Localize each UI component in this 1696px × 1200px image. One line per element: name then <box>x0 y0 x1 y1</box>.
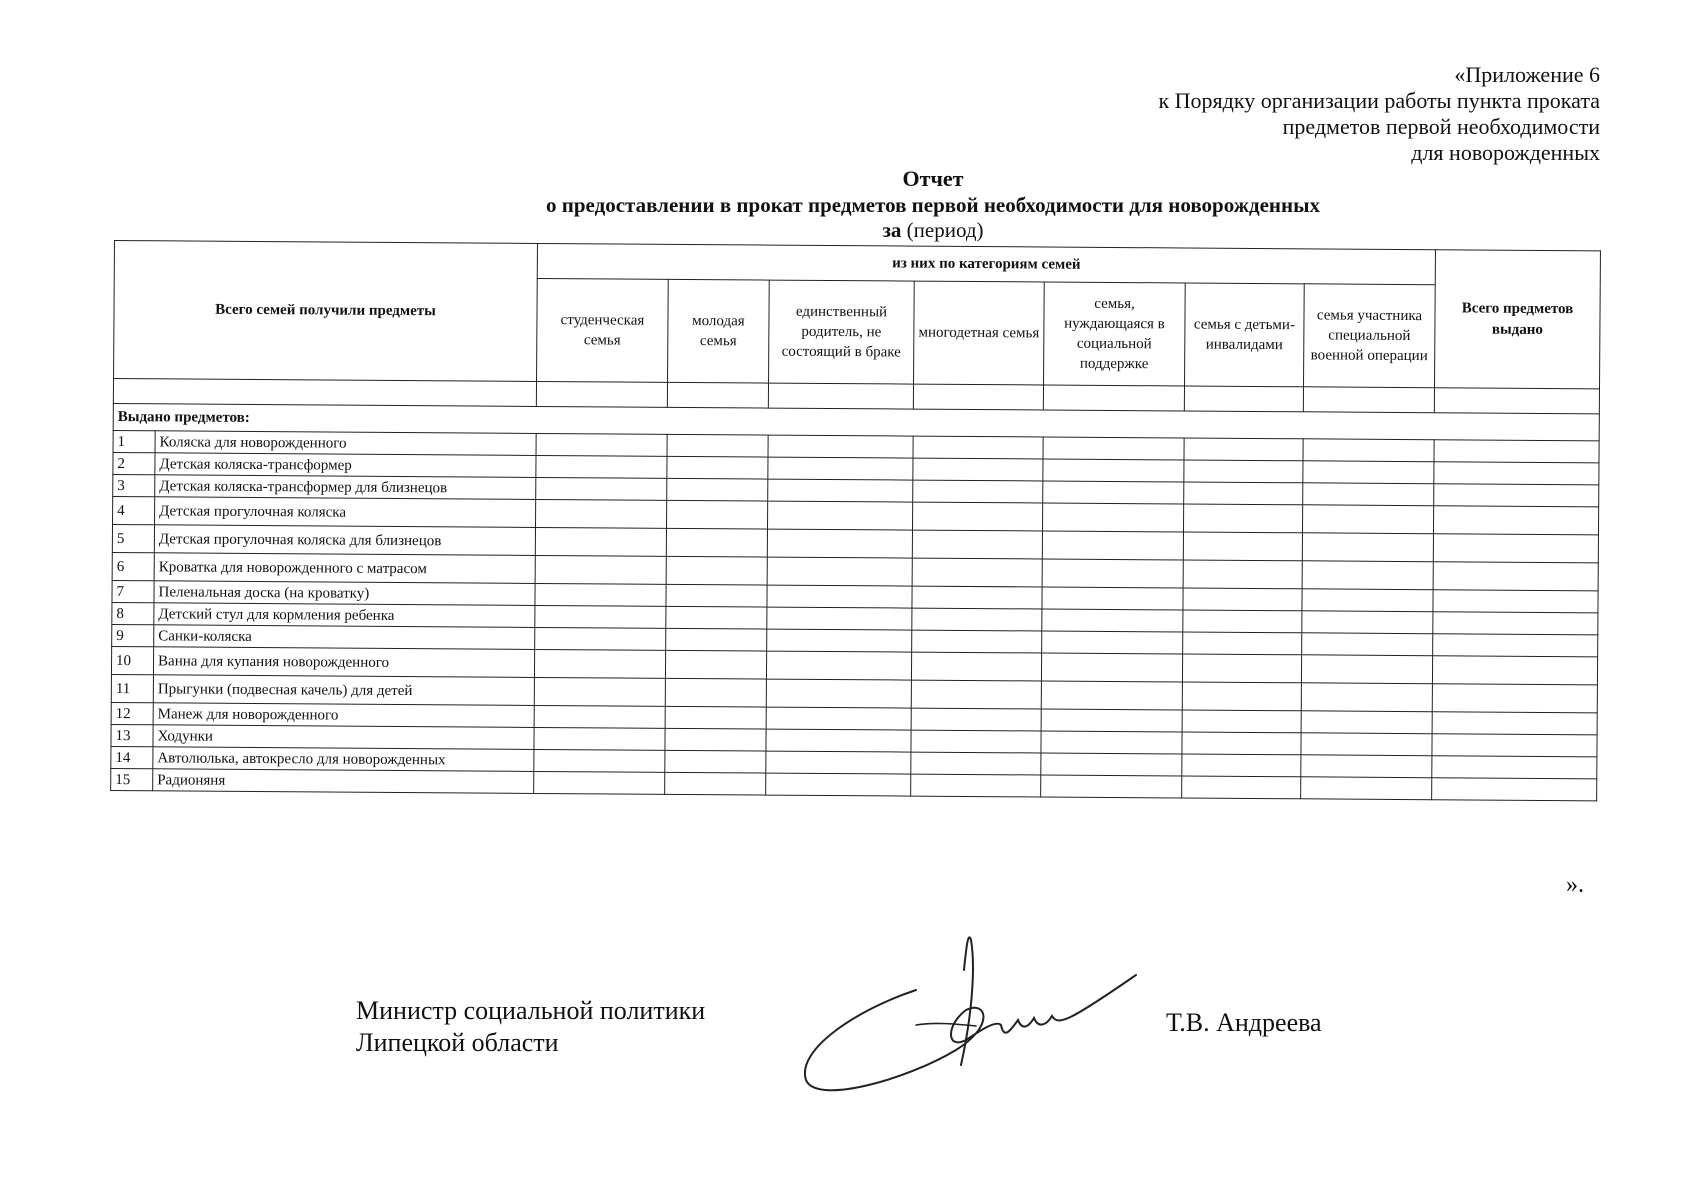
item-name: Автолюлька, автокресло для новорожденных <box>153 747 534 772</box>
input-cell[interactable] <box>535 555 666 584</box>
input-cell[interactable] <box>536 477 667 500</box>
period-prefix: за <box>882 218 902 242</box>
signatory-position <box>356 995 705 1059</box>
header-row-1 <box>114 241 1600 286</box>
input-cell[interactable] <box>1184 460 1303 483</box>
input-cell[interactable] <box>534 727 665 750</box>
input-cell[interactable] <box>766 773 911 796</box>
input-cell[interactable] <box>535 583 666 606</box>
input-cell[interactable] <box>767 629 912 652</box>
input-cell[interactable] <box>766 707 911 730</box>
input-cell[interactable] <box>1303 483 1434 506</box>
input-cell[interactable] <box>1183 588 1302 611</box>
input-cell[interactable] <box>1182 654 1301 683</box>
input-cell[interactable] <box>768 457 913 480</box>
input-cell[interactable] <box>665 728 766 751</box>
item-number: 8 <box>112 602 154 624</box>
report-title <box>0 166 1696 242</box>
appendix-line-4: для новорожденных <box>1411 140 1600 165</box>
item-name: Ванна для купания новорожденного <box>153 647 534 678</box>
input-cell[interactable] <box>767 585 912 608</box>
input-cell[interactable] <box>1303 387 1434 413</box>
item-name: Детская коляска-трансформер <box>155 453 536 478</box>
input-cell[interactable] <box>1184 482 1303 505</box>
input-cell[interactable] <box>666 528 767 557</box>
input-cell[interactable] <box>766 651 911 680</box>
closing-quote: ». <box>1566 872 1584 898</box>
input-cell[interactable] <box>1041 775 1182 798</box>
appendix-line-1: «Приложение 6 <box>1454 62 1600 87</box>
input-cell[interactable] <box>1042 587 1183 610</box>
section-label: Выдано предметов: <box>113 403 1599 440</box>
input-cell[interactable] <box>913 480 1043 503</box>
input-cell[interactable] <box>665 706 766 729</box>
input-cell[interactable] <box>1183 610 1302 633</box>
title-period-line <box>170 218 1696 242</box>
input-cell[interactable] <box>1041 753 1182 776</box>
input-cell[interactable] <box>912 502 1042 531</box>
input-cell[interactable] <box>1301 711 1432 734</box>
input-cell[interactable] <box>766 679 911 708</box>
input-cell[interactable] <box>535 605 666 628</box>
item-number: 2 <box>113 452 155 474</box>
input-cell[interactable] <box>1433 562 1598 591</box>
input-cell[interactable] <box>535 527 666 556</box>
input-cell[interactable] <box>1301 683 1432 712</box>
input-cell[interactable] <box>911 680 1041 709</box>
input-cell[interactable] <box>1303 461 1434 484</box>
input-cell[interactable] <box>912 608 1042 631</box>
appendix-line-3: предметов первой необходимости <box>1282 114 1600 139</box>
input-cell[interactable] <box>534 705 665 728</box>
input-cell[interactable] <box>1041 653 1182 682</box>
input-cell[interactable] <box>768 383 913 409</box>
input-cell[interactable] <box>767 529 912 558</box>
input-cell[interactable] <box>1182 710 1301 733</box>
item-number: 9 <box>112 624 154 646</box>
header-total-items: Всего предметов выдано <box>1435 250 1601 389</box>
header-category: единственный родитель, не состоящий в браке <box>769 280 915 384</box>
input-cell[interactable] <box>1183 632 1302 655</box>
input-cell[interactable] <box>1043 459 1184 482</box>
input-cell[interactable] <box>536 455 667 478</box>
input-cell[interactable] <box>1182 776 1301 799</box>
input-cell[interactable] <box>912 630 1042 653</box>
input-cell[interactable] <box>1434 388 1599 414</box>
header-category: семья с детьми-инвалидами <box>1185 283 1305 387</box>
input-cell[interactable] <box>666 584 767 607</box>
input-cell[interactable] <box>1432 684 1597 713</box>
input-cell[interactable] <box>1043 385 1184 411</box>
input-cell[interactable] <box>667 478 768 501</box>
position-line-1: Министр социальной политики <box>356 996 706 1025</box>
item-number: 12 <box>111 702 153 724</box>
input-cell[interactable] <box>1301 733 1432 756</box>
input-cell[interactable] <box>1042 531 1183 560</box>
signatory-name: Т.В. Андреева <box>1166 1008 1322 1037</box>
input-cell[interactable] <box>666 556 767 585</box>
input-cell[interactable] <box>534 749 665 772</box>
input-cell[interactable] <box>1184 438 1303 461</box>
input-cell[interactable] <box>1301 777 1432 800</box>
input-cell[interactable] <box>1182 682 1301 711</box>
appendix-line-2: к Порядку организации работы пункта проката <box>1158 88 1600 113</box>
input-cell[interactable] <box>665 678 766 707</box>
input-cell[interactable] <box>1302 633 1433 656</box>
item-number: 13 <box>111 724 153 746</box>
item-name: Детская прогулочная коляска <box>155 497 536 528</box>
input-cell[interactable] <box>1432 656 1597 685</box>
input-cell[interactable] <box>767 557 912 586</box>
appendix-reference <box>1158 62 1600 166</box>
input-cell[interactable] <box>667 382 768 408</box>
input-cell[interactable] <box>1182 754 1301 777</box>
input-cell[interactable] <box>1183 532 1302 561</box>
input-cell[interactable] <box>912 586 1042 609</box>
item-name: Прыгунки (подвесная качель) для детей <box>153 675 534 706</box>
input-cell[interactable] <box>536 499 667 528</box>
input-cell[interactable] <box>665 772 766 795</box>
header-category: студенческая семья <box>537 278 669 382</box>
input-cell[interactable] <box>911 730 1041 753</box>
input-cell[interactable] <box>766 751 911 774</box>
input-cell[interactable] <box>767 501 912 530</box>
item-name: Детская коляска-трансформер для близнецов <box>155 475 536 500</box>
input-cell[interactable] <box>1433 634 1598 657</box>
input-cell[interactable] <box>536 381 667 407</box>
input-cell[interactable] <box>666 628 767 651</box>
input-cell[interactable] <box>1042 631 1183 654</box>
input-cell[interactable] <box>1434 484 1599 507</box>
item-name: Коляска для новорожденного <box>155 431 536 456</box>
input-cell[interactable] <box>1433 506 1598 535</box>
input-cell[interactable] <box>1042 503 1183 532</box>
input-cell[interactable] <box>1182 732 1301 755</box>
input-cell[interactable] <box>534 649 665 678</box>
input-cell[interactable] <box>1302 505 1433 534</box>
item-name: Санки-коляска <box>154 625 535 650</box>
item-number: 3 <box>113 474 155 496</box>
input-cell[interactable] <box>1302 561 1433 590</box>
input-cell[interactable] <box>1041 731 1182 754</box>
input-cell[interactable] <box>534 677 665 706</box>
input-cell[interactable] <box>666 606 767 629</box>
item-number: 7 <box>112 580 154 602</box>
header-category: семья, нуждающаяся в социальной поддержке <box>1044 282 1186 386</box>
period-placeholder: (период) <box>906 218 984 242</box>
input-cell[interactable] <box>1043 437 1184 460</box>
input-cell[interactable] <box>1043 481 1184 504</box>
input-cell[interactable] <box>768 435 913 458</box>
input-cell[interactable] <box>912 558 1042 587</box>
input-cell[interactable] <box>913 458 1043 481</box>
input-cell[interactable] <box>1302 589 1433 612</box>
input-cell[interactable] <box>1303 439 1434 462</box>
input-cell[interactable] <box>536 433 667 456</box>
input-cell[interactable] <box>1042 559 1183 588</box>
title-line-1: Отчет <box>902 166 964 191</box>
position-line-2: Липецкой области <box>356 1028 559 1057</box>
item-name: Пеленальная доска (на кроватку) <box>154 581 535 606</box>
input-cell[interactable] <box>665 650 766 679</box>
item-number: 4 <box>113 496 155 524</box>
item-name: Радионяня <box>153 769 534 794</box>
input-cell[interactable] <box>911 752 1041 775</box>
item-name: Детский стул для кормления ребенка <box>154 603 535 628</box>
input-cell[interactable] <box>534 771 665 794</box>
input-cell[interactable] <box>1434 440 1599 463</box>
item-name: Манеж для новорожденного <box>153 703 534 728</box>
input-cell[interactable] <box>1042 609 1183 632</box>
report-table <box>110 240 1601 801</box>
input-cell[interactable] <box>1301 655 1432 684</box>
item-name: Детская прогулочная коляска для близнецов <box>154 525 535 556</box>
input-cell[interactable] <box>667 456 768 479</box>
input-cell[interactable] <box>1433 612 1598 635</box>
input-cell[interactable] <box>1433 590 1598 613</box>
header-category: многодетная семья <box>914 281 1045 385</box>
input-cell[interactable] <box>767 607 912 630</box>
item-number: 6 <box>112 552 154 580</box>
input-cell[interactable] <box>667 500 768 529</box>
input-cell[interactable] <box>1183 504 1302 533</box>
input-cell[interactable] <box>766 729 911 752</box>
item-number: 10 <box>111 646 153 674</box>
input-cell[interactable] <box>913 384 1043 410</box>
input-cell[interactable] <box>911 774 1041 797</box>
input-cell[interactable] <box>911 708 1041 731</box>
item-number: 14 <box>111 746 153 768</box>
item-number: 5 <box>112 524 154 552</box>
input-cell[interactable] <box>913 436 1043 459</box>
title-line-2: о предоставлении в прокат предметов первой необходимости для новорожденных <box>546 193 1320 217</box>
header-category-group: из них по категориям семей <box>537 243 1435 284</box>
item-number: 11 <box>111 674 153 702</box>
header-category: семья участника специальной военной операции <box>1304 284 1436 388</box>
input-cell[interactable] <box>535 627 666 650</box>
input-cell[interactable] <box>1432 778 1597 801</box>
input-cell[interactable] <box>1302 611 1433 634</box>
handwritten-signature <box>796 930 1146 1110</box>
item-rows <box>111 430 1599 800</box>
input-cell[interactable] <box>1301 755 1432 778</box>
item-name: Кроватка для новорожденного с матрасом <box>154 553 535 584</box>
input-cell[interactable] <box>912 530 1042 559</box>
header-total-families: Всего семей получили предметы <box>114 241 538 382</box>
input-cell[interactable] <box>1041 709 1182 732</box>
item-number: 1 <box>113 430 155 452</box>
input-cell[interactable] <box>1432 734 1597 757</box>
input-cell[interactable] <box>1302 533 1433 562</box>
input-cell[interactable] <box>768 479 913 502</box>
input-cell[interactable] <box>1041 681 1182 710</box>
input-cell[interactable] <box>1434 462 1599 485</box>
header-category: молодая семья <box>668 279 770 383</box>
input-cell[interactable] <box>911 652 1041 681</box>
item-name: Ходунки <box>153 725 534 750</box>
input-cell[interactable] <box>1183 560 1302 589</box>
input-cell[interactable] <box>1432 712 1597 735</box>
item-number: 15 <box>111 768 153 790</box>
input-cell[interactable] <box>1184 386 1303 412</box>
input-cell[interactable] <box>1432 756 1597 779</box>
input-cell[interactable] <box>665 750 766 773</box>
input-cell[interactable] <box>113 379 536 407</box>
input-cell[interactable] <box>1433 534 1598 563</box>
input-cell[interactable] <box>667 434 768 457</box>
